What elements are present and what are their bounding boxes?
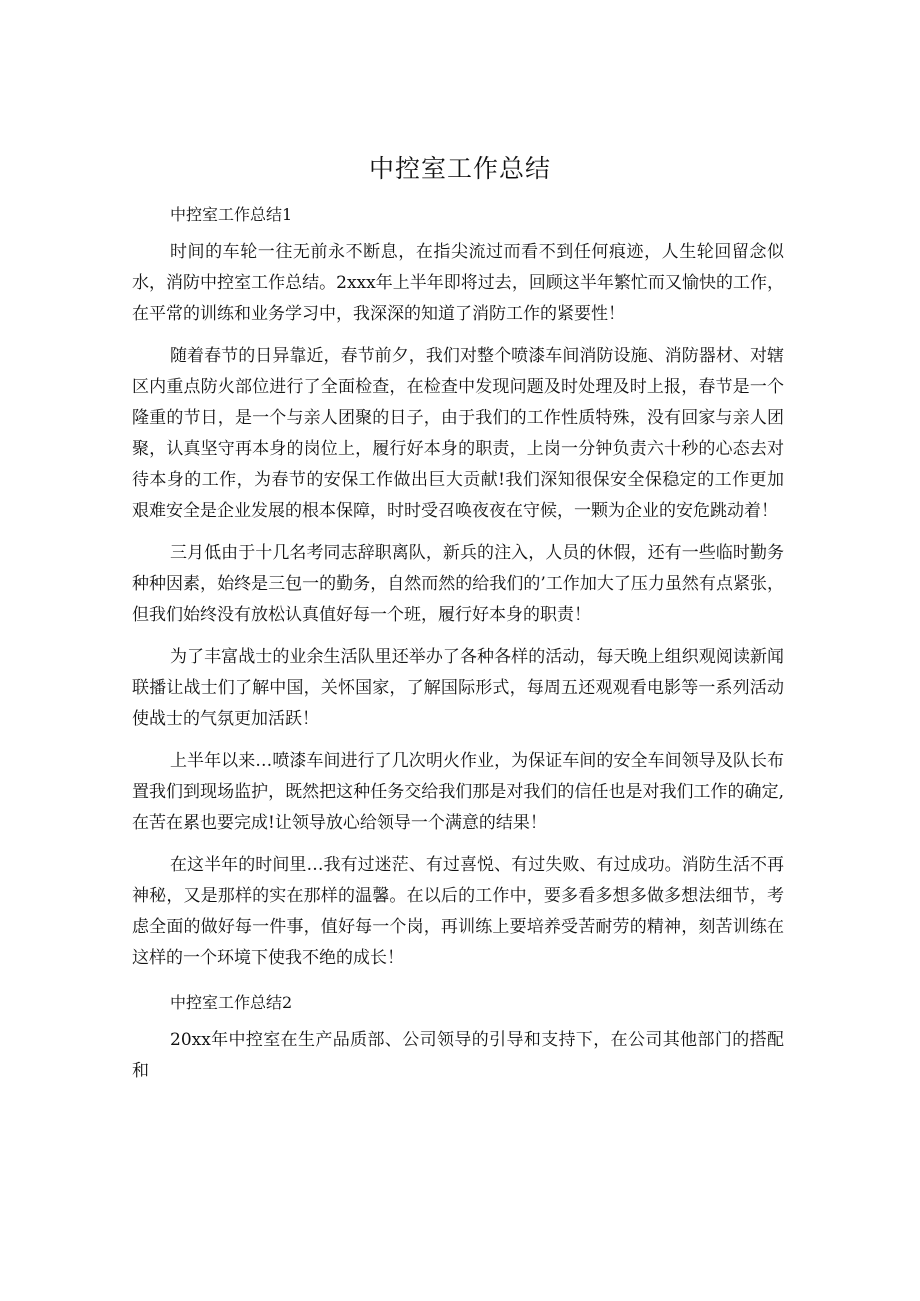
paragraph: 三月低由于十几名考同志辞职离队，新兵的注入，人员的休假，还有一些临时勤务种种因素，始终是三包一的勤务，自然而然的给我们的’工作加大了压力虽然有点紧张，但我们始终没有放松认真值好每一个班，履行好本身的职责！ <box>132 543 784 625</box>
paragraph: 时间的车轮一往无前永不断息，在指尖流过而看不到任何痕迹，人生轮回留念似水，消防中控室工作总结。2xxx年上半年即将过去，回顾这半年繁忙而又愉快的工作，在平常的训练和业务学习中，我深深的知道了消防工作的紧要性！ <box>132 242 784 324</box>
paragraph: 随着春节的日异靠近，春节前夕，我们对整个喷漆车间消防设施、消防器材、对辖区内重点防火部位进行了全面检查，在检查中发现问题及时处理及时上报，春节是一个隆重的节日，是一个与亲人团聚的日子，由于我们的工作性质特殊，没有回家与亲人团聚，认真坚守再本身的岗位上，履行好本身的职责，上岗一分钟负责六十秒的心态去对待本身的工作，为春节的安保工作做出巨大贡献!我们深知很保安全保稳定的工作更加艰难安全是企业发展的根本保障，时时受召唤夜夜在守候，一颗为企业的安危跳动着！ <box>132 346 784 521</box>
document-body <box>132 203 784 1087</box>
section-heading-1: 中控室工作总结1 <box>170 205 293 224</box>
paragraph: 上半年以来…喷漆车间进行了几次明火作业，为保证车间的安全车间领导及队长布置我们到现场监护，既然把这种任务交给我们那是对我们的信任也是对我们工作的确定,在苦在累也要完成!让领导放心给领导一个满意的结果！ <box>132 751 784 833</box>
paragraph: 20xx年中控室在生产品质部、公司领导的引导和支持下，在公司其他部门的搭配和 <box>132 1030 784 1081</box>
paragraph: 在这半年的时间里…我有过迷茫、有过喜悦、有过失败、有过成功。消防生活不再神秘，又是那样的实在那样的温馨。在以后的工作中，要多看多想多做多想法细节，考虑全面的做好每一件事，值好每一个岗，再训练上要培养受苦耐劳的精神，刻苦训练在这样的一个环境下使我不绝的成长！ <box>132 855 784 968</box>
paragraph: 为了丰富战士的业余生活队里还举办了各种各样的活动，每天晚上组织观阅读新闻联播让战士们了解中国，关怀国家，了解国际形式，每周五还观观看电影等一系列活动使战士的气氛更加活跃！ <box>132 647 784 729</box>
section-heading-2: 中控室工作总结2 <box>170 993 293 1012</box>
document-title: 中控室工作总结 <box>368 154 551 183</box>
